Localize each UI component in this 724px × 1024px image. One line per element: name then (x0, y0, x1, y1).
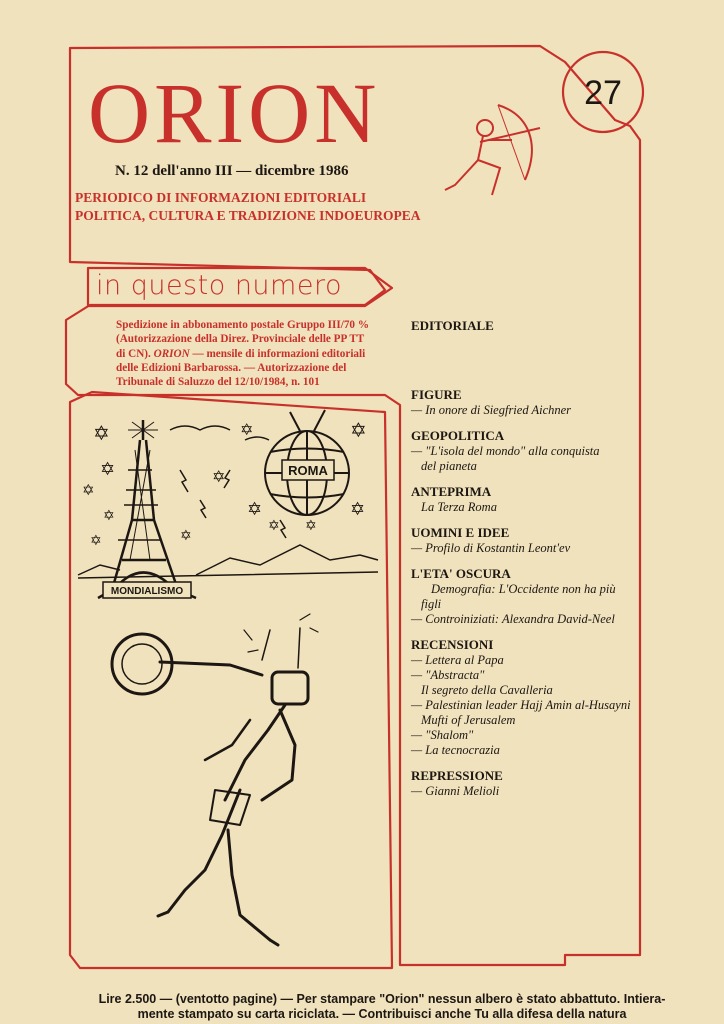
postal-line (116, 347, 384, 361)
toc-section (411, 387, 666, 418)
svg-text:✡: ✡ (100, 459, 116, 479)
postal-text: di CN). (116, 347, 154, 360)
toc-entry: — Profilo di Kostantin Leont'ev (411, 541, 571, 555)
table-of-contents (411, 318, 666, 809)
footer-note (92, 992, 672, 1022)
toc-section-title: GEOPOLITICA (411, 428, 505, 443)
toc-entry: — In onore di Siegfried Aichner (411, 403, 572, 417)
archer-icon (445, 105, 540, 195)
svg-text:✡: ✡ (240, 422, 254, 439)
issue-date-line: N. 12 dell'anno III — dicembre 1986 (115, 163, 349, 179)
issue-number: 27 (584, 74, 622, 112)
toc-entry: — "Shalom" (411, 728, 474, 742)
svg-text:✡: ✡ (247, 499, 263, 519)
subtitle-line: POLITICA, CULTURA E TRADIZIONE INDOEUROPEA (75, 208, 421, 223)
svg-text:✡: ✡ (90, 532, 102, 548)
svg-text:✡: ✡ (212, 469, 226, 486)
toc-section-title: ANTEPRIMA (411, 484, 492, 499)
svg-text:✡: ✡ (103, 507, 115, 523)
svg-text:✡: ✡ (180, 527, 192, 543)
toc-entry: — "L'isola del mondo" alla conquista (411, 444, 600, 458)
toc-section (411, 318, 666, 334)
globe-label: ROMA (288, 463, 328, 478)
toc-section-title: REPRESSIONE (411, 768, 503, 783)
toc-entry: — Gianni Melioli (411, 784, 500, 798)
toc-section (411, 428, 666, 474)
svg-text:✡: ✡ (305, 517, 317, 533)
toc-entry: La Terza Roma (421, 500, 497, 514)
toc-entry: Demografia: L'Occidente non ha più (431, 582, 616, 596)
in-this-issue-label: in questo numero (96, 270, 342, 301)
toc-entry: — Palestinian leader Hajj Amin al-Husayni (411, 698, 631, 712)
subtitle (75, 189, 420, 225)
toc-entry: — Lettera al Papa (411, 653, 504, 667)
svg-text:✡: ✡ (268, 517, 280, 533)
toc-section-title: FIGURE (411, 387, 462, 402)
footer-line: mente stampato su carta riciclata. — Contribuisci anche Tu alla difesa della natura (137, 1007, 627, 1021)
postal-line: (Autorizzazione della Direz. Provinciale delle PP TT (116, 333, 365, 346)
postal-line: Tribunale di Saluzzo del 12/10/1984, n. 101 (116, 376, 320, 389)
toc-entry: — Controiniziati: Alexandra David-Neel (411, 612, 615, 626)
footer-line: Lire 2.500 — (ventotto pagine) — Per stampare "Orion" nessun albero è stato abbattuto. Intiera- (98, 992, 666, 1006)
toc-section (411, 484, 666, 515)
svg-text:✡: ✡ (93, 423, 110, 445)
toc-entry: Mufti of Jerusalem (421, 713, 516, 727)
toc-section-title: UOMINI E IDEE (411, 525, 510, 540)
toc-entry: — "Abstracta" (411, 668, 485, 682)
postal-orion: ORION (153, 347, 190, 360)
tower-label: MONDIALISMO (110, 586, 184, 597)
toc-section-title: EDITORIALE (411, 318, 494, 333)
postal-line: Spedizione in abbonamento postale Gruppo III/70 % (116, 319, 370, 331)
toc-entry: figli (421, 597, 442, 611)
postal-line: delle Edizioni Barbarossa. — Autorizzazione del (116, 361, 347, 374)
toc-section-title: L'ETA' OSCURA (411, 566, 511, 581)
toc-section (411, 768, 666, 799)
toc-section (411, 637, 666, 758)
toc-section-title: RECENSIONI (411, 637, 494, 652)
toc-entry: Il segreto della Cavalleria (421, 683, 553, 697)
toc-entry: del pianeta (421, 459, 477, 473)
toc-section (411, 525, 666, 556)
star-icon-group (82, 420, 367, 548)
masthead-title: ORION (88, 65, 381, 161)
subtitle-line: PERIODICO DI INFORMAZIONI EDITORIALI (75, 190, 367, 205)
postal-text: — mensile di informazioni editoriali (189, 347, 366, 360)
svg-text:✡: ✡ (82, 482, 95, 499)
robot-drawing (112, 614, 318, 945)
svg-text:✡: ✡ (350, 420, 367, 442)
svg-text:✡: ✡ (350, 499, 366, 519)
postal-notice (116, 318, 384, 389)
toc-section (411, 566, 666, 627)
toc-entry: — La tecnocrazia (411, 743, 500, 757)
